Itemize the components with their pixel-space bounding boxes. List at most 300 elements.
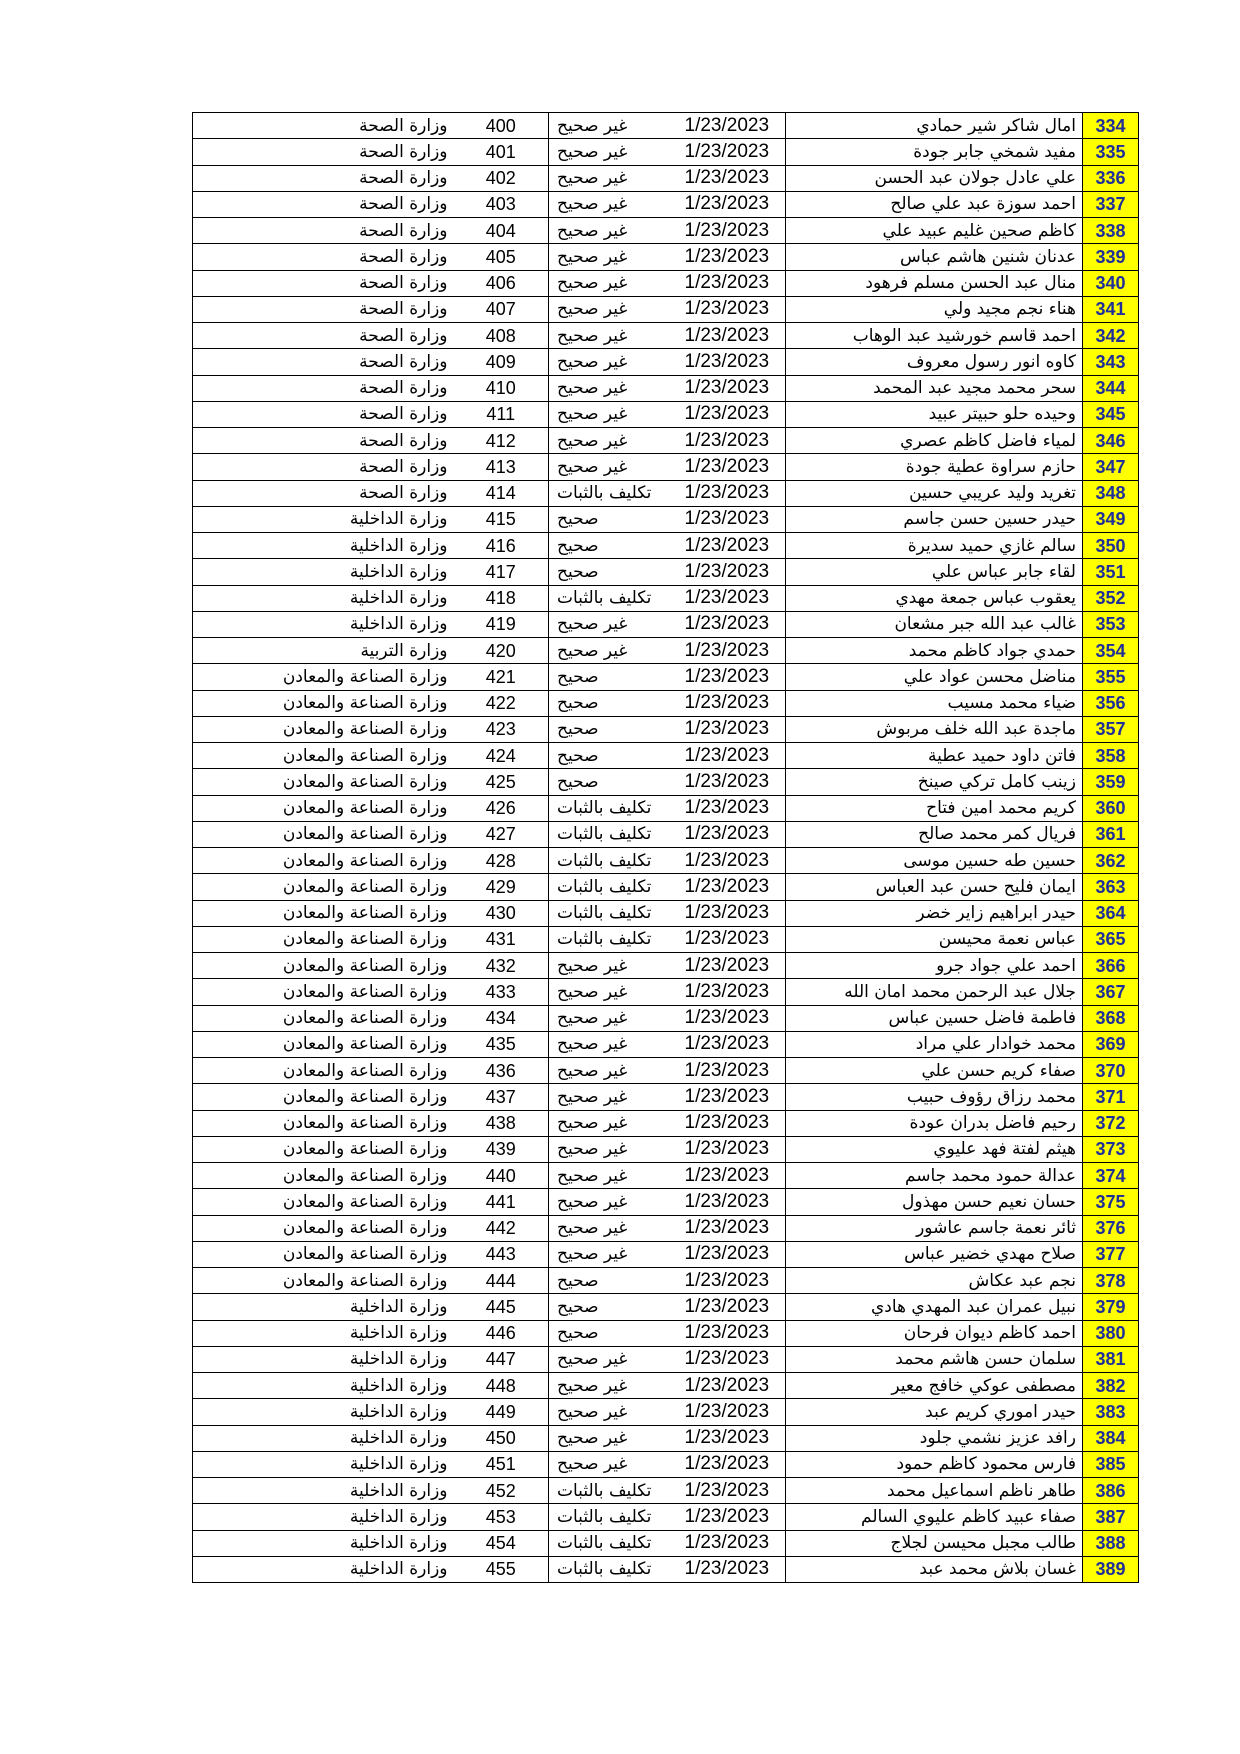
- date-cell: 1/23/2023: [683, 1241, 786, 1267]
- reference-number-cell: 442: [454, 1215, 549, 1241]
- date-cell: 1/23/2023: [683, 821, 786, 847]
- date-cell: 1/23/2023: [683, 900, 786, 926]
- table-row: [193, 1005, 1139, 1031]
- row-number-cell: 383: [1083, 1399, 1139, 1425]
- status-cell: غير صحيح: [549, 113, 683, 139]
- name-cell: يعقوب عباس جمعة مهدي: [786, 585, 1083, 611]
- status-cell: غير صحيح: [549, 296, 683, 322]
- status-cell: صحيح: [549, 533, 683, 559]
- ministry-cell: وزارة الداخلية: [193, 1556, 454, 1582]
- name-cell: حيدر اموري كريم عبد: [786, 1399, 1083, 1425]
- ministry-cell: وزارة الصناعة والمعادن: [193, 874, 454, 900]
- row-number-cell: 375: [1083, 1189, 1139, 1215]
- table-row: [193, 1556, 1139, 1582]
- reference-number-cell: 402: [454, 165, 549, 191]
- row-number-cell: 380: [1083, 1320, 1139, 1346]
- ministry-cell: وزارة الداخلية: [193, 585, 454, 611]
- table-row: [193, 795, 1139, 821]
- ministry-cell: وزارة الداخلية: [193, 1504, 454, 1530]
- ministry-cell: وزارة الصناعة والمعادن: [193, 926, 454, 952]
- name-cell: احمد علي جواد جرو: [786, 953, 1083, 979]
- ministry-cell: وزارة الصناعة والمعادن: [193, 690, 454, 716]
- table-row: [193, 506, 1139, 532]
- ministry-cell: وزارة التربية: [193, 638, 454, 664]
- table-row: [193, 690, 1139, 716]
- row-number-cell: 337: [1083, 191, 1139, 217]
- table-row: [193, 296, 1139, 322]
- status-cell: غير صحيح: [549, 1058, 683, 1084]
- status-cell: غير صحيح: [549, 375, 683, 401]
- status-cell: غير صحيح: [549, 1425, 683, 1451]
- status-cell: تكليف بالثبات: [549, 848, 683, 874]
- date-cell: 1/23/2023: [683, 1110, 786, 1136]
- status-cell: غير صحيح: [549, 428, 683, 454]
- name-cell: عدالة حمود محمد جاسم: [786, 1163, 1083, 1189]
- table-row: [193, 1504, 1139, 1530]
- status-cell: تكليف بالثبات: [549, 795, 683, 821]
- reference-number-cell: 425: [454, 769, 549, 795]
- status-cell: تكليف بالثبات: [549, 1478, 683, 1504]
- date-cell: 1/23/2023: [683, 1530, 786, 1556]
- row-number-cell: 343: [1083, 349, 1139, 375]
- reference-number-cell: 443: [454, 1241, 549, 1267]
- status-cell: تكليف بالثبات: [549, 1556, 683, 1582]
- table-row: [193, 1084, 1139, 1110]
- date-cell: 1/23/2023: [683, 218, 786, 244]
- records-table: [192, 112, 1139, 1583]
- table-row: [193, 1478, 1139, 1504]
- ministry-cell: وزارة الداخلية: [193, 533, 454, 559]
- row-number-cell: 346: [1083, 428, 1139, 454]
- name-cell: حمدي جواد كاظم محمد: [786, 638, 1083, 664]
- date-cell: 1/23/2023: [683, 113, 786, 139]
- ministry-cell: وزارة الصناعة والمعادن: [193, 1031, 454, 1057]
- name-cell: ماجدة عبد الله خلف مربوش: [786, 716, 1083, 742]
- ministry-cell: وزارة الداخلية: [193, 1294, 454, 1320]
- table-row: [193, 1294, 1139, 1320]
- ministry-cell: وزارة الصحة: [193, 165, 454, 191]
- row-number-cell: 378: [1083, 1268, 1139, 1294]
- status-cell: غير صحيح: [549, 638, 683, 664]
- row-number-cell: 342: [1083, 323, 1139, 349]
- table-row: [193, 664, 1139, 690]
- row-number-cell: 365: [1083, 926, 1139, 952]
- date-cell: 1/23/2023: [683, 1031, 786, 1057]
- name-cell: مناضل محسن عواد علي: [786, 664, 1083, 690]
- reference-number-cell: 436: [454, 1058, 549, 1084]
- date-cell: 1/23/2023: [683, 664, 786, 690]
- ministry-cell: وزارة الصناعة والمعادن: [193, 1005, 454, 1031]
- row-number-cell: 355: [1083, 664, 1139, 690]
- ministry-cell: وزارة الصحة: [193, 454, 454, 480]
- ministry-cell: وزارة الصحة: [193, 480, 454, 506]
- name-cell: ايمان فليح حسن عبد العباس: [786, 874, 1083, 900]
- reference-number-cell: 447: [454, 1346, 549, 1372]
- table-row: [193, 1215, 1139, 1241]
- reference-number-cell: 445: [454, 1294, 549, 1320]
- reference-number-cell: 414: [454, 480, 549, 506]
- ministry-cell: وزارة الصناعة والمعادن: [193, 664, 454, 690]
- name-cell: عدنان شنين هاشم عباس: [786, 244, 1083, 270]
- name-cell: نجم عبد عكاش: [786, 1268, 1083, 1294]
- table-row: [193, 1163, 1139, 1189]
- reference-number-cell: 421: [454, 664, 549, 690]
- reference-number-cell: 410: [454, 375, 549, 401]
- reference-number-cell: 433: [454, 979, 549, 1005]
- name-cell: حازم سراوة عطية جودة: [786, 454, 1083, 480]
- reference-number-cell: 413: [454, 454, 549, 480]
- status-cell: غير صحيح: [549, 1399, 683, 1425]
- name-cell: صفاء كريم حسن علي: [786, 1058, 1083, 1084]
- name-cell: علي عادل جولان عبد الحسن: [786, 165, 1083, 191]
- date-cell: 1/23/2023: [683, 1268, 786, 1294]
- ministry-cell: وزارة الصناعة والمعادن: [193, 1110, 454, 1136]
- reference-number-cell: 454: [454, 1530, 549, 1556]
- date-cell: 1/23/2023: [683, 165, 786, 191]
- records-table-body: [193, 113, 1139, 1583]
- table-row: [193, 1373, 1139, 1399]
- status-cell: غير صحيح: [549, 165, 683, 191]
- row-number-cell: 374: [1083, 1163, 1139, 1189]
- date-cell: 1/23/2023: [683, 769, 786, 795]
- table-row: [193, 585, 1139, 611]
- table-row: [193, 428, 1139, 454]
- row-number-cell: 370: [1083, 1058, 1139, 1084]
- reference-number-cell: 452: [454, 1478, 549, 1504]
- reference-number-cell: 424: [454, 743, 549, 769]
- date-cell: 1/23/2023: [683, 1320, 786, 1346]
- table-row: [193, 1451, 1139, 1477]
- row-number-cell: 358: [1083, 743, 1139, 769]
- name-cell: تغريد وليد عريبي حسين: [786, 480, 1083, 506]
- row-number-cell: 362: [1083, 848, 1139, 874]
- name-cell: حيدر ابراهيم زاير خضر: [786, 900, 1083, 926]
- ministry-cell: وزارة الصحة: [193, 244, 454, 270]
- name-cell: احمد كاظم ديوان فرحان: [786, 1320, 1083, 1346]
- reference-number-cell: 453: [454, 1504, 549, 1530]
- date-cell: 1/23/2023: [683, 480, 786, 506]
- row-number-cell: 351: [1083, 559, 1139, 585]
- ministry-cell: وزارة الصناعة والمعادن: [193, 743, 454, 769]
- status-cell: صحيح: [549, 664, 683, 690]
- ministry-cell: وزارة الصحة: [193, 191, 454, 217]
- row-number-cell: 357: [1083, 716, 1139, 742]
- name-cell: هيثم لفتة فهد عليوي: [786, 1136, 1083, 1162]
- row-number-cell: 377: [1083, 1241, 1139, 1267]
- table-row: [193, 218, 1139, 244]
- status-cell: تكليف بالثبات: [549, 480, 683, 506]
- date-cell: 1/23/2023: [683, 1425, 786, 1451]
- date-cell: 1/23/2023: [683, 611, 786, 637]
- row-number-cell: 360: [1083, 795, 1139, 821]
- table-row: [193, 1268, 1139, 1294]
- reference-number-cell: 405: [454, 244, 549, 270]
- row-number-cell: 350: [1083, 533, 1139, 559]
- table-row: [193, 1110, 1139, 1136]
- date-cell: 1/23/2023: [683, 1163, 786, 1189]
- status-cell: غير صحيح: [549, 1084, 683, 1110]
- ministry-cell: وزارة الداخلية: [193, 1373, 454, 1399]
- ministry-cell: وزارة الصناعة والمعادن: [193, 769, 454, 795]
- status-cell: صحيح: [549, 559, 683, 585]
- name-cell: نبيل عمران عبد المهدي هادي: [786, 1294, 1083, 1320]
- reference-number-cell: 440: [454, 1163, 549, 1189]
- date-cell: 1/23/2023: [683, 296, 786, 322]
- table-row: [193, 1320, 1139, 1346]
- row-number-cell: 356: [1083, 690, 1139, 716]
- date-cell: 1/23/2023: [683, 979, 786, 1005]
- table-row: [193, 874, 1139, 900]
- reference-number-cell: 420: [454, 638, 549, 664]
- status-cell: غير صحيح: [549, 1189, 683, 1215]
- ministry-cell: وزارة الداخلية: [193, 611, 454, 637]
- ministry-cell: وزارة الصناعة والمعادن: [193, 900, 454, 926]
- ministry-cell: وزارة الداخلية: [193, 1346, 454, 1372]
- ministry-cell: وزارة الداخلية: [193, 1478, 454, 1504]
- date-cell: 1/23/2023: [683, 191, 786, 217]
- row-number-cell: 339: [1083, 244, 1139, 270]
- reference-number-cell: 407: [454, 296, 549, 322]
- row-number-cell: 349: [1083, 506, 1139, 532]
- reference-number-cell: 427: [454, 821, 549, 847]
- name-cell: فريال كمر محمد صالح: [786, 821, 1083, 847]
- date-cell: 1/23/2023: [683, 1504, 786, 1530]
- row-number-cell: 376: [1083, 1215, 1139, 1241]
- date-cell: 1/23/2023: [683, 533, 786, 559]
- reference-number-cell: 422: [454, 690, 549, 716]
- row-number-cell: 384: [1083, 1425, 1139, 1451]
- status-cell: صحيح: [549, 1320, 683, 1346]
- date-cell: 1/23/2023: [683, 743, 786, 769]
- reference-number-cell: 434: [454, 1005, 549, 1031]
- ministry-cell: وزارة الصناعة والمعادن: [193, 1241, 454, 1267]
- name-cell: منال عبد الحسن مسلم فرهود: [786, 270, 1083, 296]
- ministry-cell: وزارة الصحة: [193, 323, 454, 349]
- row-number-cell: 348: [1083, 480, 1139, 506]
- row-number-cell: 389: [1083, 1556, 1139, 1582]
- table-row: [193, 401, 1139, 427]
- row-number-cell: 354: [1083, 638, 1139, 664]
- table-row: [193, 480, 1139, 506]
- name-cell: ضياء محمد مسيب: [786, 690, 1083, 716]
- reference-number-cell: 401: [454, 139, 549, 165]
- name-cell: امال شاكر شير حمادي: [786, 113, 1083, 139]
- ministry-cell: وزارة الصحة: [193, 428, 454, 454]
- name-cell: محمد رزاق رؤوف حبيب: [786, 1084, 1083, 1110]
- row-number-cell: 366: [1083, 953, 1139, 979]
- table-row: [193, 821, 1139, 847]
- table-row: [193, 979, 1139, 1005]
- row-number-cell: 363: [1083, 874, 1139, 900]
- row-number-cell: 373: [1083, 1136, 1139, 1162]
- row-number-cell: 371: [1083, 1084, 1139, 1110]
- table-row: [193, 533, 1139, 559]
- status-cell: غير صحيح: [549, 454, 683, 480]
- name-cell: حيدر حسين حسن جاسم: [786, 506, 1083, 532]
- row-number-cell: 364: [1083, 900, 1139, 926]
- status-cell: غير صحيح: [549, 323, 683, 349]
- status-cell: تكليف بالثبات: [549, 900, 683, 926]
- reference-number-cell: 446: [454, 1320, 549, 1346]
- date-cell: 1/23/2023: [683, 585, 786, 611]
- name-cell: كريم محمد امين فتاح: [786, 795, 1083, 821]
- name-cell: فارس محمود كاظم حمود: [786, 1451, 1083, 1477]
- date-cell: 1/23/2023: [683, 323, 786, 349]
- status-cell: غير صحيح: [549, 244, 683, 270]
- table-row: [193, 1241, 1139, 1267]
- ministry-cell: وزارة الداخلية: [193, 1530, 454, 1556]
- row-number-cell: 340: [1083, 270, 1139, 296]
- ministry-cell: وزارة الداخلية: [193, 559, 454, 585]
- status-cell: غير صحيح: [549, 611, 683, 637]
- ministry-cell: وزارة الصناعة والمعادن: [193, 1163, 454, 1189]
- date-cell: 1/23/2023: [683, 716, 786, 742]
- name-cell: مصطفى عوكي خافج معير: [786, 1373, 1083, 1399]
- date-cell: 1/23/2023: [683, 848, 786, 874]
- date-cell: 1/23/2023: [683, 428, 786, 454]
- date-cell: 1/23/2023: [683, 349, 786, 375]
- ministry-cell: وزارة الصناعة والمعادن: [193, 821, 454, 847]
- status-cell: غير صحيح: [549, 1163, 683, 1189]
- reference-number-cell: 429: [454, 874, 549, 900]
- table-row: [193, 1399, 1139, 1425]
- name-cell: مفيد شمخي جابر جودة: [786, 139, 1083, 165]
- name-cell: رحيم فاضل بدران عودة: [786, 1110, 1083, 1136]
- row-number-cell: 367: [1083, 979, 1139, 1005]
- row-number-cell: 382: [1083, 1373, 1139, 1399]
- table-row: [193, 848, 1139, 874]
- name-cell: احمد قاسم خورشيد عبد الوهاب: [786, 323, 1083, 349]
- date-cell: 1/23/2023: [683, 638, 786, 664]
- name-cell: حسين طه حسين موسى: [786, 848, 1083, 874]
- date-cell: 1/23/2023: [683, 1084, 786, 1110]
- date-cell: 1/23/2023: [683, 401, 786, 427]
- table-row: [193, 244, 1139, 270]
- table-row: [193, 139, 1139, 165]
- status-cell: غير صحيح: [549, 1373, 683, 1399]
- row-number-cell: 381: [1083, 1346, 1139, 1372]
- ministry-cell: وزارة الصناعة والمعادن: [193, 1084, 454, 1110]
- table-row: [193, 1346, 1139, 1372]
- name-cell: كاوه انور رسول معروف: [786, 349, 1083, 375]
- name-cell: ثائر نعمة جاسم عاشور: [786, 1215, 1083, 1241]
- date-cell: 1/23/2023: [683, 1215, 786, 1241]
- name-cell: احمد سوزة عبد علي صالح: [786, 191, 1083, 217]
- name-cell: سالم غازي حميد سديرة: [786, 533, 1083, 559]
- status-cell: غير صحيح: [549, 979, 683, 1005]
- status-cell: تكليف بالثبات: [549, 821, 683, 847]
- ministry-cell: وزارة الصحة: [193, 218, 454, 244]
- status-cell: غير صحيح: [549, 1346, 683, 1372]
- row-number-cell: 361: [1083, 821, 1139, 847]
- reference-number-cell: 426: [454, 795, 549, 821]
- status-cell: غير صحيح: [549, 349, 683, 375]
- row-number-cell: 338: [1083, 218, 1139, 244]
- name-cell: كاظم صحين غليم عبيد علي: [786, 218, 1083, 244]
- ministry-cell: وزارة الصحة: [193, 375, 454, 401]
- name-cell: عباس نعمة محيسن: [786, 926, 1083, 952]
- table-row: [193, 113, 1139, 139]
- ministry-cell: وزارة الصحة: [193, 401, 454, 427]
- status-cell: غير صحيح: [549, 1136, 683, 1162]
- reference-number-cell: 432: [454, 953, 549, 979]
- reference-number-cell: 409: [454, 349, 549, 375]
- table-row: [193, 165, 1139, 191]
- status-cell: صحيح: [549, 716, 683, 742]
- reference-number-cell: 438: [454, 1110, 549, 1136]
- name-cell: غسان بلاش محمد عبد: [786, 1556, 1083, 1582]
- name-cell: لمياء فاضل كاظم عصري: [786, 428, 1083, 454]
- table-row: [193, 716, 1139, 742]
- status-cell: صحيح: [549, 743, 683, 769]
- row-number-cell: 372: [1083, 1110, 1139, 1136]
- reference-number-cell: 431: [454, 926, 549, 952]
- status-cell: غير صحيح: [549, 1005, 683, 1031]
- date-cell: 1/23/2023: [683, 1478, 786, 1504]
- date-cell: 1/23/2023: [683, 244, 786, 270]
- ministry-cell: وزارة الصحة: [193, 349, 454, 375]
- ministry-cell: وزارة الداخلية: [193, 1425, 454, 1451]
- table-row: [193, 191, 1139, 217]
- reference-number-cell: 435: [454, 1031, 549, 1057]
- reference-number-cell: 428: [454, 848, 549, 874]
- date-cell: 1/23/2023: [683, 1346, 786, 1372]
- table-row: [193, 953, 1139, 979]
- ministry-cell: وزارة الصناعة والمعادن: [193, 1136, 454, 1162]
- row-number-cell: 335: [1083, 139, 1139, 165]
- status-cell: صحيح: [549, 769, 683, 795]
- date-cell: 1/23/2023: [683, 270, 786, 296]
- row-number-cell: 352: [1083, 585, 1139, 611]
- reference-number-cell: 416: [454, 533, 549, 559]
- date-cell: 1/23/2023: [683, 874, 786, 900]
- date-cell: 1/23/2023: [683, 1189, 786, 1215]
- name-cell: سحر محمد مجيد عبد المحمد: [786, 375, 1083, 401]
- reference-number-cell: 423: [454, 716, 549, 742]
- reference-number-cell: 400: [454, 113, 549, 139]
- row-number-cell: 341: [1083, 296, 1139, 322]
- name-cell: فاطمة فاضل حسين عباس: [786, 1005, 1083, 1031]
- status-cell: تكليف بالثبات: [549, 1530, 683, 1556]
- table-row: [193, 1058, 1139, 1084]
- status-cell: غير صحيح: [549, 218, 683, 244]
- reference-number-cell: 437: [454, 1084, 549, 1110]
- reference-number-cell: 412: [454, 428, 549, 454]
- table-row: [193, 1425, 1139, 1451]
- date-cell: 1/23/2023: [683, 506, 786, 532]
- name-cell: صلاح مهدي خضير عباس: [786, 1241, 1083, 1267]
- ministry-cell: وزارة الصناعة والمعادن: [193, 979, 454, 1005]
- table-row: [193, 743, 1139, 769]
- date-cell: 1/23/2023: [683, 1556, 786, 1582]
- table-row: [193, 638, 1139, 664]
- name-cell: غالب عبد الله جبر مشعان: [786, 611, 1083, 637]
- ministry-cell: وزارة الصناعة والمعادن: [193, 953, 454, 979]
- name-cell: طاهر ناظم اسماعيل محمد: [786, 1478, 1083, 1504]
- status-cell: غير صحيح: [549, 191, 683, 217]
- date-cell: 1/23/2023: [683, 690, 786, 716]
- reference-number-cell: 439: [454, 1136, 549, 1162]
- reference-number-cell: 449: [454, 1399, 549, 1425]
- ministry-cell: وزارة الصحة: [193, 296, 454, 322]
- status-cell: صحيح: [549, 506, 683, 532]
- table-row: [193, 1136, 1139, 1162]
- reference-number-cell: 419: [454, 611, 549, 637]
- ministry-cell: وزارة الصناعة والمعادن: [193, 716, 454, 742]
- ministry-cell: وزارة الصحة: [193, 270, 454, 296]
- name-cell: لقاء جابر عباس علي: [786, 559, 1083, 585]
- status-cell: تكليف بالثبات: [549, 1504, 683, 1530]
